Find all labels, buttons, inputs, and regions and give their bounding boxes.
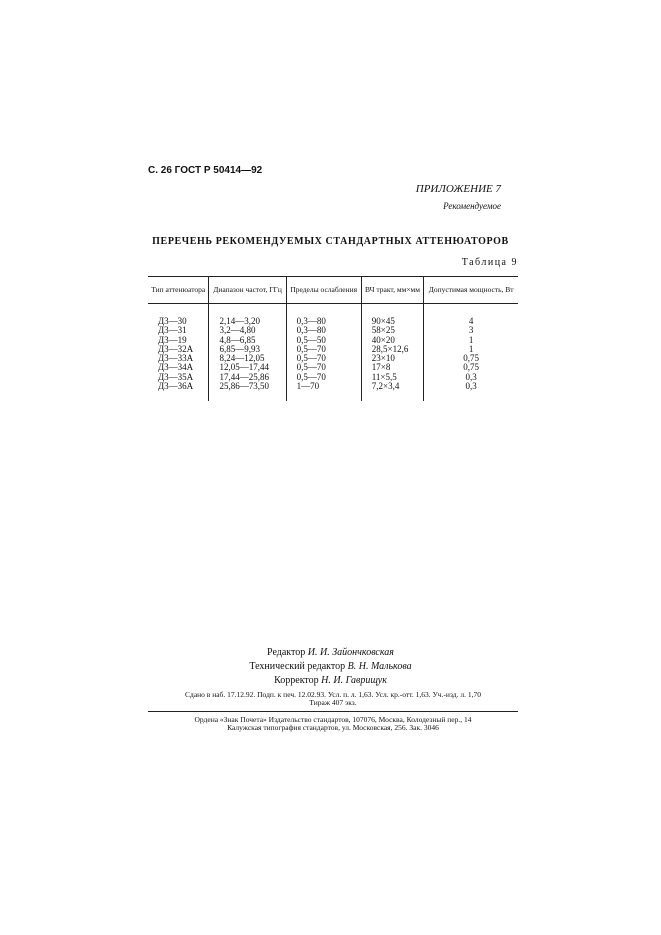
credits [0, 646, 661, 688]
column-header: Допустимая мощность, Вт [424, 277, 518, 304]
table-cell: 6,85—9,93 [209, 345, 286, 354]
table-cell: 0,75 [424, 363, 518, 372]
editor-name: И. И. Зайончковская [307, 647, 394, 658]
table-cell: 1 [424, 336, 518, 345]
publisher-line: Ордена «Знак Почета» Издательство стандартов, 107076, Москва, Колодезный пер., 14 [194, 715, 472, 724]
tech-editor-label: Технический редактор [249, 661, 346, 672]
table-cell: Д3—34А [158, 362, 194, 373]
printer-line: Калужская типография стандартов, ул. Московская, 256. Зак. 3046 [227, 723, 439, 732]
table-cell: 2,14—3,20 [209, 304, 286, 327]
table-cell: Д3—31 [158, 325, 187, 336]
table-cell: 11×5,5 [361, 373, 424, 382]
table-label: Таблица 9 [461, 257, 518, 268]
corrector-label: Корректор [274, 675, 319, 686]
column-header: Диапазон частот, ГГц [209, 277, 286, 304]
table-row [148, 304, 518, 327]
editor-label: Редактор [267, 647, 306, 658]
table-cell: 0,5—70 [286, 373, 361, 382]
table-cell: 0,3 [424, 382, 518, 401]
table-cell: 4 [424, 304, 518, 327]
page-header: С. 26 ГОСТ Р 50414—92 [148, 165, 263, 176]
table-cell: 90×45 [361, 304, 424, 327]
table-cell: Д3—30 [158, 316, 187, 326]
table-cell: 25,86—73,50 [209, 382, 286, 401]
table-cell: Д3—32А [158, 343, 194, 354]
table-cell: Д3—19 [158, 334, 187, 345]
table-cell: 17×8 [361, 363, 424, 372]
publisher-info [148, 716, 518, 732]
column-header: Тип аттенюатора [148, 277, 209, 304]
appendix-status: Рекомендуемое [443, 201, 501, 211]
column-header: Пределы ослабления [286, 277, 361, 304]
table-cell: 8,24—12,05 [209, 354, 286, 363]
table-row [148, 336, 518, 345]
table-row [148, 363, 518, 372]
corrector-name: Н. И. Гаврищук [321, 675, 387, 686]
table-cell: 0,3 [424, 373, 518, 382]
tech-editor-name: В. Н. Малькова [347, 661, 412, 672]
table-cell: 3,2—4,80 [209, 326, 286, 335]
table-cell: 0,3—80 [286, 326, 361, 335]
table-cell: 0,5—70 [286, 345, 361, 354]
table-cell: 1—70 [286, 382, 361, 401]
table-cell: Д3—35А [158, 371, 194, 382]
table-cell: Д3—36А [158, 381, 194, 392]
table-cell: 28,5×12,6 [361, 345, 424, 354]
column-header: ВЧ тракт, мм×мм [361, 277, 424, 304]
table-cell: 58×25 [361, 326, 424, 335]
divider [148, 711, 518, 712]
table-cell: 17,44—25,86 [209, 373, 286, 382]
table-row [148, 373, 518, 382]
table-cell: Д3—33А [158, 353, 194, 364]
table-cell: 40×20 [361, 336, 424, 345]
table-row [148, 326, 518, 335]
table-cell: 0,3—80 [286, 304, 361, 327]
table-cell: 0,75 [424, 354, 518, 363]
table-cell: 0,5—50 [286, 336, 361, 345]
table-cell: 7,2×3,4 [361, 382, 424, 401]
table-cell: 1 [424, 345, 518, 354]
imprint [148, 691, 518, 707]
table-cell: 0,5—70 [286, 363, 361, 372]
imprint-line: Сдано в наб. 17.12.92. Подп. к печ. 12.02.93. Усл. п. л. 1,63. Усл. кр.-отт. 1,63. Уч.-изд. л. 1,70 [185, 690, 481, 699]
table-cell: 3 [424, 326, 518, 335]
section-title: ПЕРЕЧЕНЬ РЕКОМЕНДУЕМЫХ СТАНДАРТНЫХ АТТЕНЮАТОРОВ [152, 236, 509, 247]
table-cell: 0,5—70 [286, 354, 361, 363]
appendix-label: ПРИЛОЖЕНИЕ 7 [415, 183, 501, 195]
table-cell: 12,05—17,44 [209, 363, 286, 372]
table-row [148, 382, 518, 401]
print-run: Тираж 407 экз. [309, 698, 357, 707]
table-cell: 4,8—6,85 [209, 336, 286, 345]
attenuator-table [148, 276, 518, 401]
table-cell: 23×10 [361, 354, 424, 363]
